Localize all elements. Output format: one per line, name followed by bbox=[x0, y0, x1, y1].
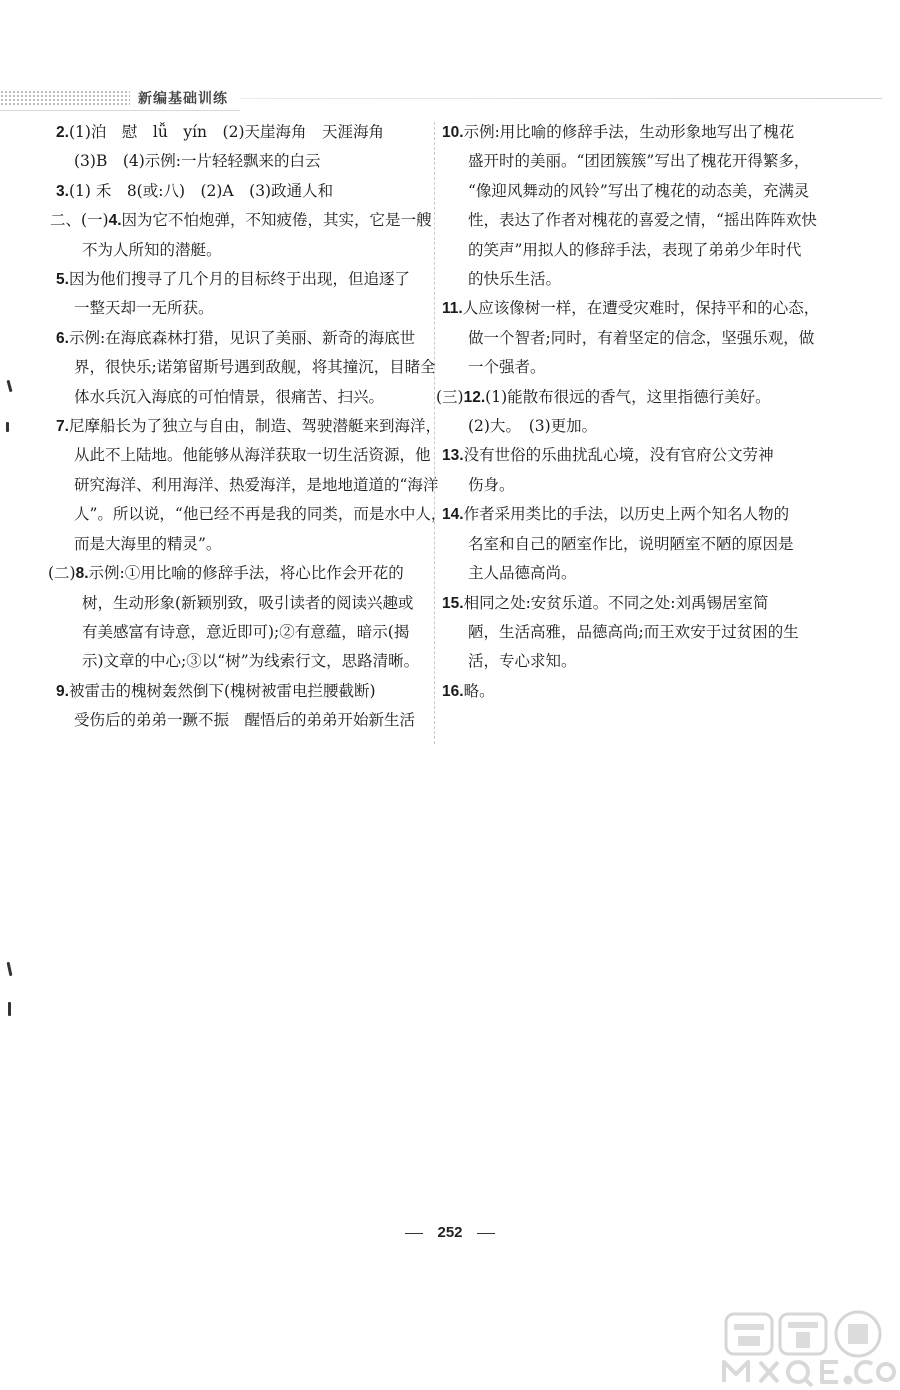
answer-line: 研究海洋、利用海洋、热爱海洋，是地地道道的“海洋 bbox=[74, 475, 439, 494]
answer-line: 伤身。 bbox=[468, 475, 515, 494]
scan-mark bbox=[6, 380, 12, 392]
answer-line: 人”。所以说，“他已经不再是我的同类，而是水中人， bbox=[74, 505, 447, 524]
answer-line: “像迎风舞动的风铃”写出了槐花的动态美，充满灵 bbox=[468, 181, 810, 200]
scan-mark bbox=[8, 1002, 11, 1016]
answer-line: (三)12.(1)能散布很远的香气，这里指德行美好。 bbox=[436, 387, 771, 406]
answer-line: 9.被雷击的槐树轰然倒下(槐树被雷电拦腰截断) bbox=[56, 681, 376, 700]
answer-line: 11.人应该像树一样，在遭受灾难时，保持平和的心态， bbox=[442, 299, 820, 318]
answer-line: 盛开时的美丽。“团团簇簇”写出了槐花开得繁多， bbox=[468, 152, 810, 171]
answer-line: 6.示例:在海底森林打猎，见识了美丽、新奇的海底世 bbox=[56, 328, 416, 347]
answer-line: 的快乐生活。 bbox=[468, 270, 562, 289]
answer-line: (3)B (4)示例:一片轻轻飘来的白云 bbox=[74, 152, 321, 171]
page-number: 252 bbox=[0, 1224, 900, 1241]
answer-line: 一个强者。 bbox=[468, 358, 546, 377]
answer-line: 2.(1)泊 慰 lǚ yín (2)天崖海角 天涯海角 bbox=[56, 123, 384, 141]
scan-mark bbox=[7, 962, 13, 976]
answer-line: 5.因为他们搜寻了几个月的目标终于出现，但追逐了 bbox=[56, 270, 410, 289]
answer-line: 有美感富有诗意，意近即可);②有意蕴，暗示(揭 bbox=[82, 622, 410, 641]
answer-line: 7.尼摩船长为了独立与自由，制造、驾驶潜艇来到海洋， bbox=[56, 417, 441, 436]
answer-line: 14.作者采用类比的手法，以历史上两个知名人物的 bbox=[442, 505, 790, 524]
answer-line: 受伤后的弟弟一蹶不振 醒悟后的弟弟开始新生活 bbox=[74, 711, 416, 730]
answer-line: 二、(一)4.因为它不怕炮弹，不知疲倦，其实，它是一艘 bbox=[50, 211, 432, 230]
header-dot-pattern bbox=[0, 90, 130, 106]
header-underline bbox=[0, 110, 240, 111]
answer-line: (2)大。 (3)更加。 bbox=[468, 417, 598, 436]
answer-line: 陋，生活高雅，品德高尚;而王欢安于过贫困的生 bbox=[468, 622, 799, 641]
page-dash-right bbox=[477, 1233, 495, 1234]
answer-line: 13.没有世俗的乐曲扰乱心境，没有官府公文劳神 bbox=[442, 446, 774, 465]
answer-line: 主人品德高尚。 bbox=[468, 564, 577, 583]
answer-line: 15.相同之处:安贫乐道。不同之处:刘禹锡居室简 bbox=[442, 593, 769, 612]
header-title: 新编基础训练 bbox=[138, 91, 228, 107]
answer-line: 16.略。 bbox=[442, 681, 495, 700]
answer-line: 不为人所知的潜艇。 bbox=[82, 240, 222, 259]
column-divider bbox=[434, 122, 435, 744]
answer-line: 树，生动形象(新颖别致，吸引读者的阅读兴趣或 bbox=[82, 593, 414, 612]
answer-line: 活，专心求知。 bbox=[468, 652, 577, 671]
answer-line: 而是大海里的精灵”。 bbox=[74, 534, 222, 553]
answer-line: 示)文章的中心;③以“树”为线索行文，思路清晰。 bbox=[82, 652, 420, 671]
answer-line: 做一个智者;同时，有着坚定的信念，坚强乐观，做 bbox=[468, 328, 815, 347]
answer-line: 名室和自己的陋室作比，说明陋室不陋的原因是 bbox=[468, 534, 794, 553]
left-answer-column bbox=[48, 118, 447, 736]
header-rule bbox=[240, 98, 882, 99]
page-dash-left bbox=[405, 1233, 423, 1234]
answer-line: (二)8.示例:①用比喻的修辞手法，将心比作会开花的 bbox=[48, 564, 404, 583]
answer-line: 性，表达了作者对槐花的喜爱之情，“摇出阵阵欢快 bbox=[468, 211, 817, 230]
right-answer-column bbox=[436, 118, 820, 706]
watermark-logo bbox=[716, 1308, 896, 1388]
answer-line: 3.(1) 禾 8(或:八) (2)A (3)政通人和 bbox=[56, 181, 334, 200]
scan-mark bbox=[6, 422, 9, 432]
answer-line: 界，很快乐;诺第留斯号遇到敌舰，将其撞沉，目睹全 bbox=[74, 358, 436, 377]
answer-line: 的笑声”用拟人的修辞手法，表现了弟弟少年时代 bbox=[468, 240, 802, 259]
answer-line: 从此不上陆地。他能够从海洋获取一切生活资源，他 bbox=[74, 446, 431, 465]
answer-line: 10.示例:用比喻的修辞手法，生动形象地写出了槐花 bbox=[442, 123, 795, 141]
running-header bbox=[0, 86, 900, 112]
answer-line: 体水兵沉入海底的可怕情景，很痛苦、扫兴。 bbox=[74, 387, 385, 406]
answer-line: 一整天却一无所获。 bbox=[74, 299, 214, 318]
